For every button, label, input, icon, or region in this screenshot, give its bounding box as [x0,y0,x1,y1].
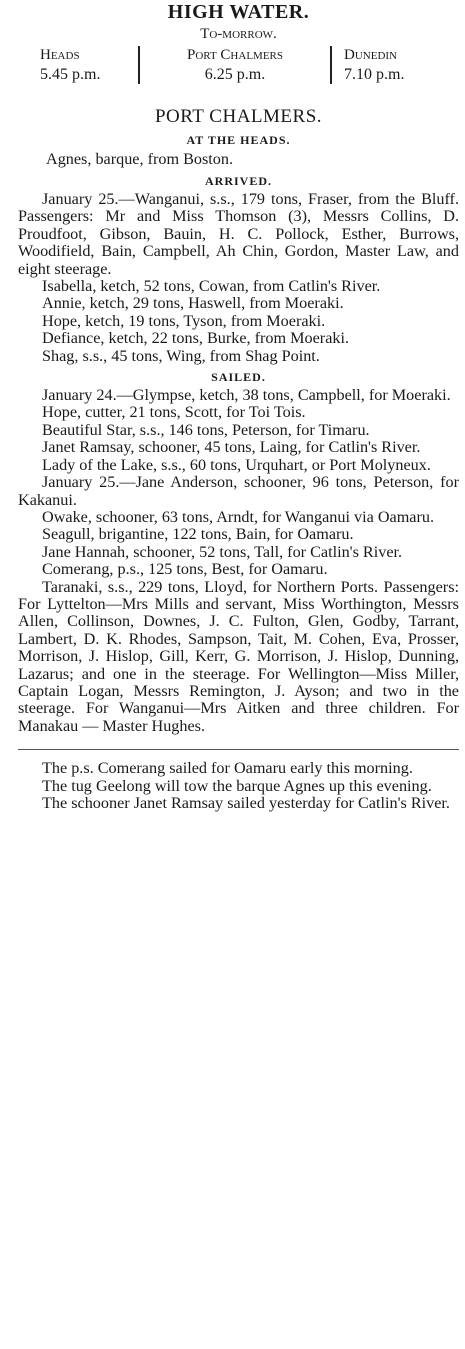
sailing-entry: Owake, schooner, 63 tons, Arndt, for Wanganui via Oamaru. [42,507,434,526]
sailing-entry: Comerang, p.s., 125 tons, Best, for Oamaru. [42,560,328,579]
sailing-entry: January 24.—Glympse, ketch, 38 tons, Campbell, for Moeraki. [42,386,451,405]
arrival-entry: Shag, s.s., 45 tons, Wing, from Shag Point. [42,346,320,365]
tide-place: Port Chalmers [187,47,283,63]
arrival-entry: Annie, ketch, 29 tons, Haswell, from Moeraki. [42,294,344,313]
sailing-entry: Beautiful Star, s.s., 146 tons, Peterson, for Timaru. [42,420,370,439]
tide-column-port-chalmers [138,46,332,84]
tide-time: 6.25 p.m. [204,66,266,83]
at-the-heads-heading: AT THE HEADS. [186,133,291,147]
note-paragraph: The tug Geelong will tow the barque Agnes up this evening. [42,776,432,795]
tide-column-heads [18,46,138,84]
sailing-entry: January 25.—Jane Anderson, schooner, 96 tons, Peterson, for Kakanui. [18,473,459,509]
note-paragraph: The p.s. Comerang sailed for Oamaru early this morning. [42,759,413,778]
arrived-heading: ARRIVED. [204,174,272,188]
note-paragraph: The schooner Janet Ramsay sailed yesterday for Catlin's River. [42,794,450,812]
tide-time: 5.45 p.m. [40,66,101,83]
tide-place: Dunedin [344,47,397,63]
arrived-list [18,191,459,365]
tide-time: 7.10 p.m. [344,66,405,83]
sailed-list [18,387,459,735]
at-the-heads-text: Agnes, barque, from Boston. [46,150,234,168]
sailing-entry: Lady of the Lake, s.s., 60 tons, Urquhart, or Port Molyneux. [42,455,431,474]
high-water-title: HIGH WATER. [167,1,310,23]
arrival-entry: Hope, ketch, 19 tons, Tyson, from Moeraki. [42,311,326,330]
sailing-entry: Taranaki, s.s., 229 tons, Lloyd, for Northern Ports. Passengers: For Lyttelton—Mrs Mills and servant, Miss Worthington, Messrs Allen, Collinson, Downes, J. C. Fulton, Glen, Godby, Tarrant, Lambert, D. K. Rhodes, Sampson, Tait, M. Cohen, Eva, Prosser, Morrison, J. Hislop, Gill, Kerr, G. Morrison, J. Hislop, Dunning, Lazarus; and one in the steerage. For Wellington—Miss Miller, Captain Logan, Messrs Remington, J. Ayson; and two in the steerage. For Wanganui—Mrs Aitken and three children. For Manakau — Master Hughes. [18,577,459,735]
tide-place: Heads [40,47,80,63]
sailing-entry: Jane Hannah, schooner, 52 tons, Tall, for Catlin's River. [42,542,403,561]
section-title: PORT CHALMERS. [154,106,323,127]
tide-table [18,46,459,84]
high-water-subtitle: To-morrow. [200,26,277,42]
sailed-heading: SAILED. [211,370,266,385]
sailing-entry: Janet Ramsay, schooner, 45 tons, Laing, for Catlin's River. [42,438,421,457]
arrival-entry: January 25.—Wanganui, s.s., 179 tons, Fraser, from the Bluff. Passengers: Mr and Miss Thomson (3), Messrs Collins, D. Proudfoot, Gibson, Bauin, H. C. Pollock, Esther, Burrows, Woodifield, Bain, Campbell, Ah Chin, Gordon, Master Law, and eight steerage. [18,190,459,278]
tide-column-dunedin [332,46,459,84]
shipping-notes [18,760,459,812]
divider [18,749,459,750]
sailing-entry: Hope, cutter, 21 tons, Scott, for Toi Tois. [42,403,306,422]
arrival-entry: Isabella, ketch, 52 tons, Cowan, from Catlin's River. [42,277,381,296]
sailing-entry: Seagull, brigantine, 122 tons, Bain, for Oamaru. [42,525,354,544]
arrival-entry: Defiance, ketch, 22 tons, Burke, from Moeraki. [42,329,350,348]
